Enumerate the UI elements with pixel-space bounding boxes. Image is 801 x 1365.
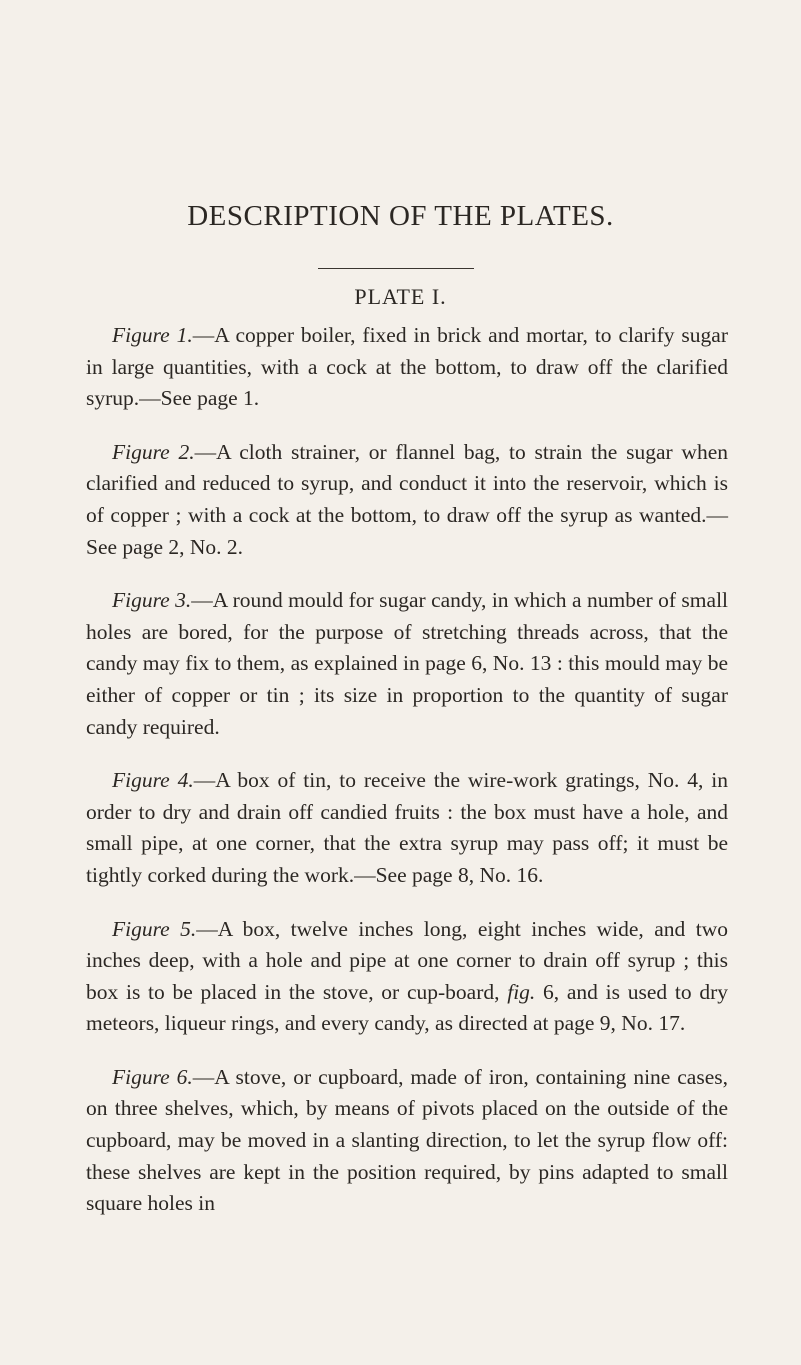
plate-heading: PLATE I. <box>354 284 447 309</box>
figure-6-label: Figure 6. <box>112 1064 193 1089</box>
figure-3-text: —A round mould for sugar candy, in which a number of small holes are bored, for the purpose of stretching threads across, that the candy may fix to them, as explained in page 6, No. 13 : this mould may be either of copper or tin ; its size in proportion to the quantity of sugar candy required. <box>86 588 729 739</box>
figure-3-label: Figure 3. <box>112 588 192 613</box>
figure-1-text: —A copper boiler, fixed in brick and mortar, to clarify sugar in large quantities, with a cock at the bottom, to draw off the clarified syrup.—See page 1. <box>86 323 729 411</box>
page-title: DESCRIPTION OF THE PLATES. <box>187 200 614 232</box>
figure-5-fig-reference: fig. <box>507 979 536 1004</box>
figure-4-label: Figure 4. <box>112 768 194 793</box>
figure-6-text: —A stove, or cupboard, made of iron, containing nine cases, on three shelves, which, by means of pivots placed on the outside of the cupboard, may be moved in a slanting direction, to let the syrup flow off: these shelves are kept in the position required, by pins adapted to small square holes in <box>86 1064 728 1216</box>
figure-5-description <box>86 914 728 1040</box>
figure-2-text: —A cloth strainer, or flannel bag, to strain the sugar when clarified and reduced to syrup, and conduct it into the reservoir, which is of copper ; with a cock at the bottom, to draw off the syrup as wanted.—See page 2, No. 2. <box>86 439 728 559</box>
figure-2-description <box>86 437 728 563</box>
figure-1-label: Figure 1. <box>112 323 193 347</box>
figure-4-text: —A box of tin, to receive the wire-work gratings, No. 4, in order to dry and drain off candied fruits : the box must have a hole, and small pipe, at one corner, that the extra syrup may pass off; it must be tightly corked during the work.—See page 8, No. 16. <box>86 768 729 887</box>
title-divider <box>318 268 474 269</box>
figure-5-label: Figure 5. <box>112 916 197 941</box>
plate-descriptions <box>86 320 728 1220</box>
figure-4-description <box>86 765 728 891</box>
figure-3-description <box>86 585 728 743</box>
figure-1-description <box>86 320 728 415</box>
figure-5-text-after: 6, and is used to dry meteors, liqueur rings, and every candy, as directed at page 9, No. 17. <box>86 979 728 1036</box>
figure-2-label: Figure 2. <box>112 439 195 464</box>
figure-6-description <box>86 1062 728 1220</box>
figure-5-text-before: —A box, twelve inches long, eight inches wide, and two inches deep, with a hole and pipe at one corner to drain off syrup ; this box is to be placed in the stove, or cup-board, <box>86 916 728 1004</box>
